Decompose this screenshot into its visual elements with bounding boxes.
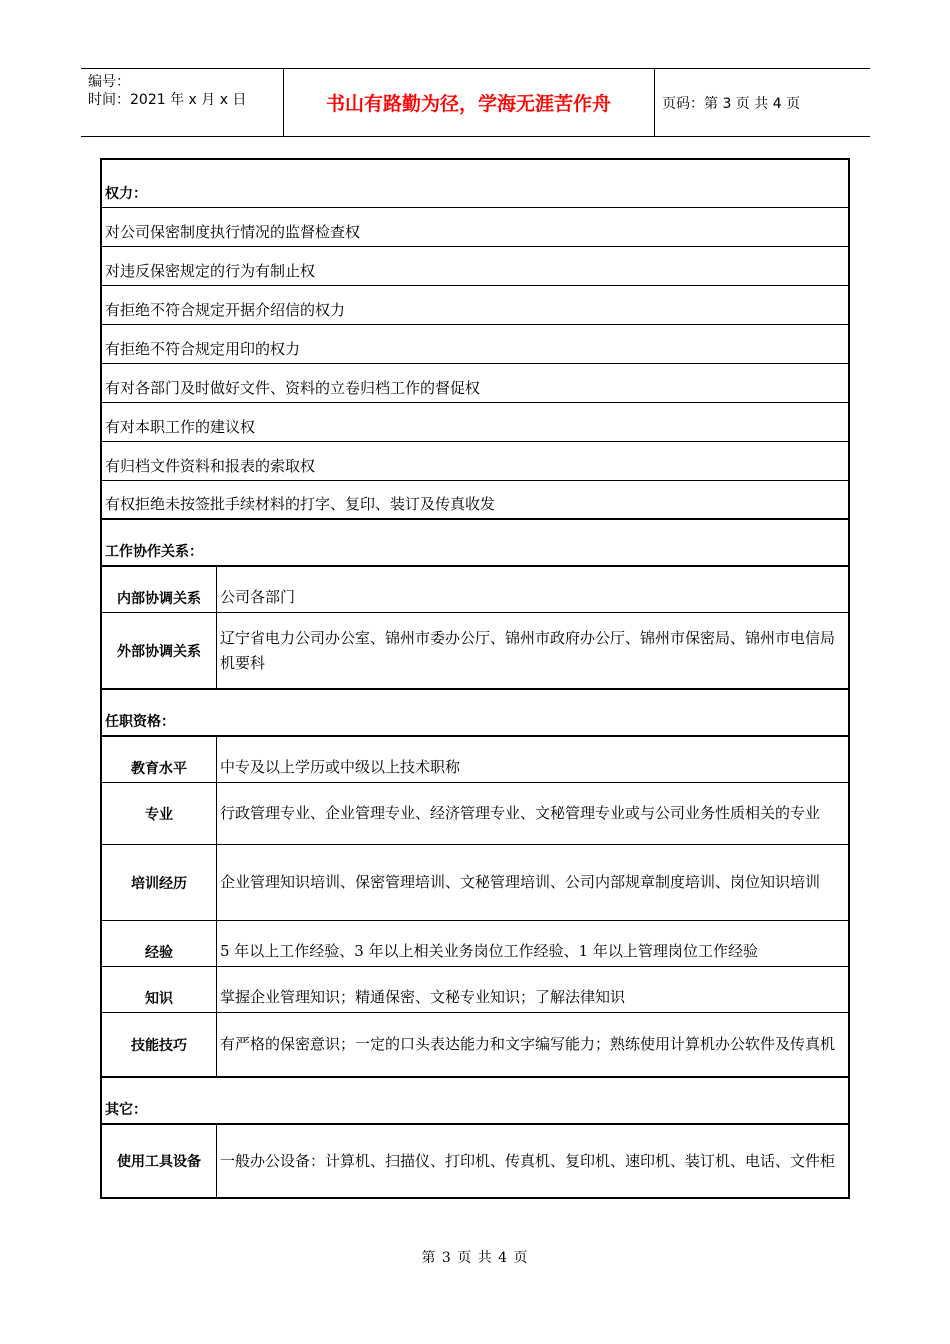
power-item: 有拒绝不符合规定用印的权力 — [105, 340, 301, 358]
power-item: 有对本职工作的建议权 — [105, 418, 256, 436]
qualification-row — [102, 920, 848, 966]
external-relations-row — [102, 612, 848, 688]
power-item-row — [102, 324, 848, 363]
other-heading: 其它： — [105, 1102, 147, 1118]
relations-heading: 工作协作关系： — [105, 544, 203, 560]
header-meta — [88, 73, 246, 109]
power-item-row — [102, 480, 848, 518]
power-item: 对违反保密规定的行为有制止权 — [105, 262, 316, 280]
power-item: 有拒绝不符合规定开据介绍信的权力 — [105, 301, 346, 319]
internal-relations-value: 公司各部门 — [220, 588, 296, 606]
power-item-row — [102, 441, 848, 480]
qualification-row — [102, 782, 848, 844]
external-relations-label: 外部协调关系 — [102, 613, 217, 688]
qualification-row — [102, 844, 848, 920]
job-description-table — [100, 158, 850, 1199]
page-footer: 第 3 页 共 4 页 — [421, 1250, 529, 1266]
power-item-row — [102, 363, 848, 402]
tools-value: 一般办公设备：计算机、扫描仪、打印机、传真机、复印机、速印机、装订机、电话、文件柜 — [220, 1151, 836, 1170]
power-item: 有归档文件资料和报表的索取权 — [105, 457, 316, 475]
page-header — [81, 68, 870, 137]
qualification-value: 有严格的保密意识；一定的口头表达能力和文字编写能力；熟练使用计算机办公软件及传真机 — [220, 1035, 836, 1053]
qualification-value: 行政管理专业、企业管理专业、经济管理专业、文秘管理专业或与公司业务性质相关的专业 — [220, 804, 821, 822]
internal-relations-row — [102, 565, 848, 612]
power-item-row — [102, 285, 848, 324]
qualification-label: 知识 — [102, 967, 217, 1012]
qualification-label: 技能技巧 — [102, 1013, 217, 1076]
qualification-value: 掌握企业管理知识；精通保密、文秘专业知识；了解法律知识 — [220, 988, 626, 1006]
document-number-label: 编号： — [88, 74, 130, 90]
qualification-value: 中专及以上学历或中级以上技术职称 — [220, 758, 461, 776]
power-item: 有权拒绝未按签批手续材料的打字、复印、装订及传真收发 — [105, 495, 496, 513]
external-relations-value: 辽宁省电力公司办公室、锦州市委办公厅、锦州市政府办公厅、锦州市保密局、锦州市电信局机要科 — [220, 628, 836, 672]
qualification-label: 培训经历 — [102, 845, 217, 920]
tools-label: 使用工具设备 — [102, 1125, 217, 1197]
qualification-label: 教育水平 — [102, 737, 217, 782]
qualification-row — [102, 1012, 848, 1076]
section-heading-row — [102, 518, 848, 565]
document-date: 时间：2021 年 x 月 x 日 — [88, 92, 247, 108]
qualification-value: 5 年以上工作经验、3 年以上相关业务岗位工作经验、1 年以上管理岗位工作经验 — [220, 942, 758, 960]
header-page-info: 页码：第 3 页 共 4 页 — [662, 95, 801, 112]
qualification-label: 专业 — [102, 783, 217, 844]
power-item-row — [102, 207, 848, 246]
power-item: 对公司保密制度执行情况的监督检查权 — [105, 223, 361, 241]
power-item-row — [102, 402, 848, 441]
header-divider — [654, 69, 655, 136]
tools-row — [102, 1123, 848, 1197]
section-heading-row — [102, 160, 848, 207]
power-item: 有对各部门及时做好文件、资料的立卷归档工作的督促权 — [105, 379, 481, 397]
section-heading-row — [102, 688, 848, 735]
header-motto: 书山有路勤为径，学海无涯苦作舟 — [325, 93, 611, 115]
qualification-row — [102, 966, 848, 1012]
qualifications-heading: 任职资格： — [105, 714, 175, 730]
qualification-label: 经验 — [102, 921, 217, 966]
qualification-row — [102, 735, 848, 782]
internal-relations-label: 内部协调关系 — [102, 567, 217, 612]
power-item-row — [102, 246, 848, 285]
qualification-value: 企业管理知识培训、保密管理培训、文秘管理培训、公司内部规章制度培训、岗位知识培训 — [220, 873, 821, 891]
powers-heading: 权力： — [105, 186, 147, 202]
section-heading-row — [102, 1076, 848, 1123]
